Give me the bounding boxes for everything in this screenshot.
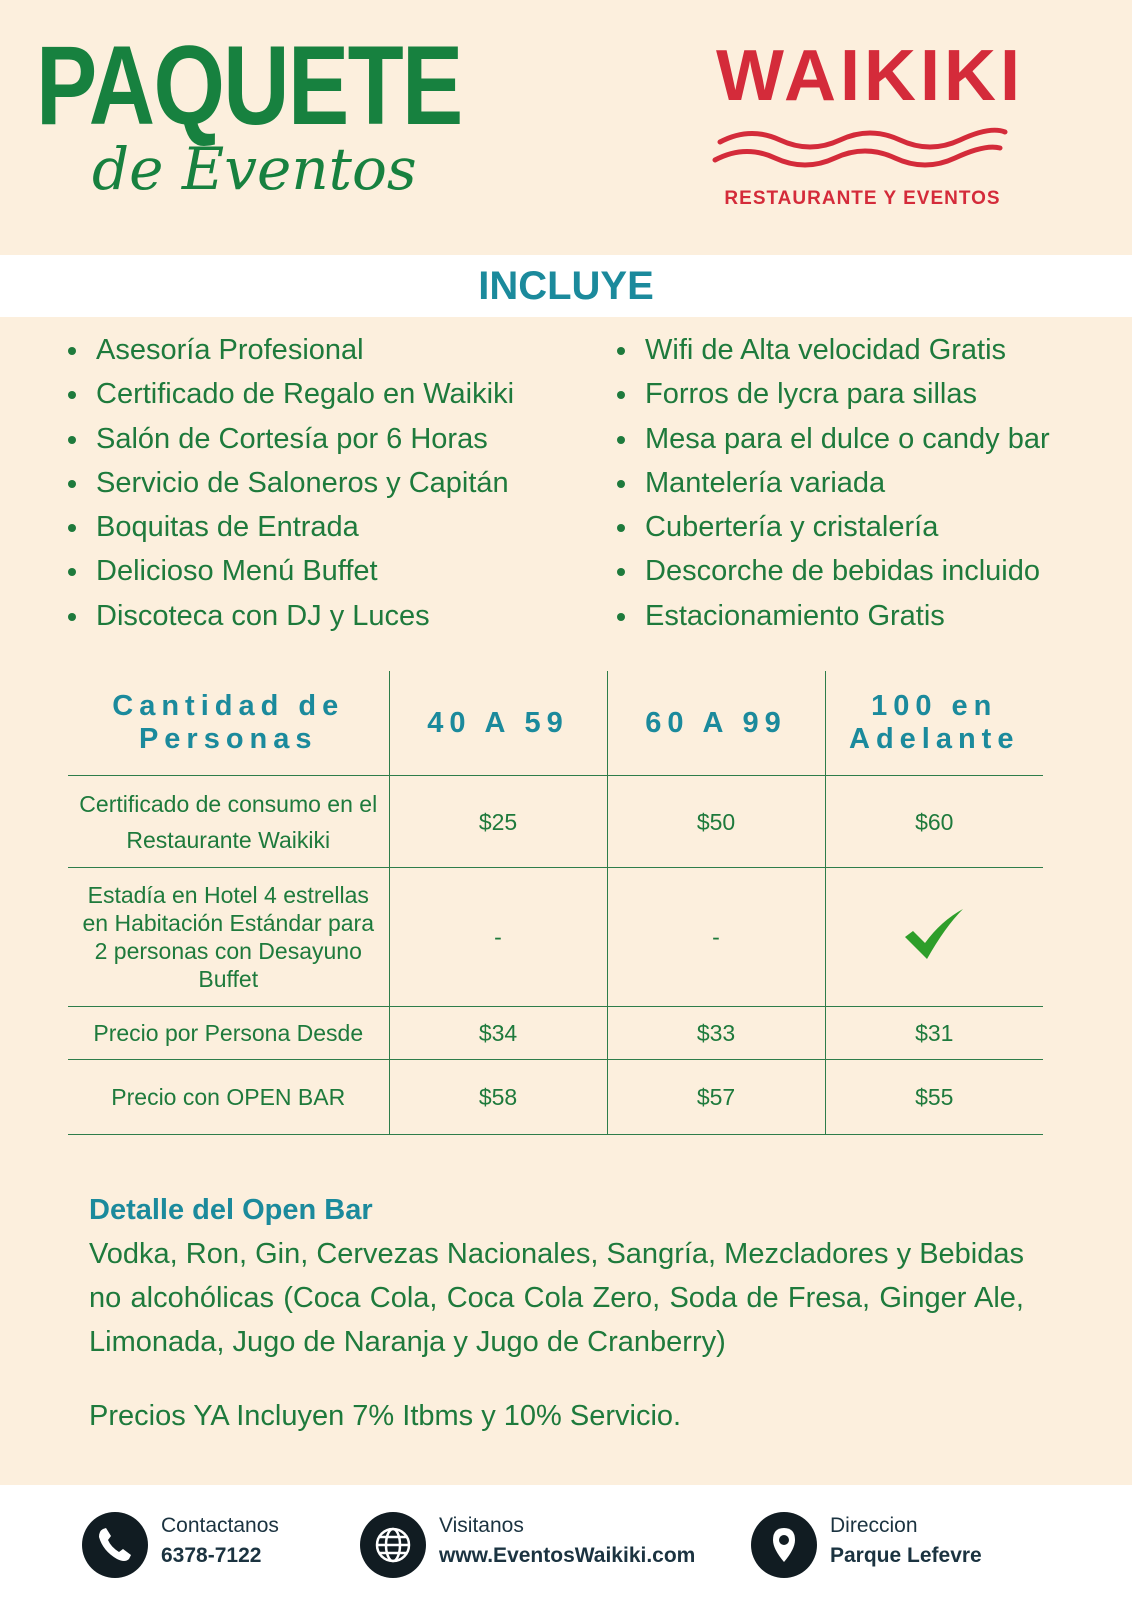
list-item: Asesoría Profesional (66, 328, 514, 372)
list-item: Mantelería variada (615, 461, 1050, 505)
address-value: Parque Lefevre (830, 1544, 982, 1567)
table-row (68, 868, 1043, 1007)
table-cell: $25 (389, 776, 607, 868)
includes-list-right (615, 328, 1050, 638)
list-item: Mesa para el dulce o candy bar (615, 417, 1050, 461)
list-item: Forros de lycra para sillas (615, 372, 1050, 416)
header-range-60-99: 60 A 99 (607, 671, 825, 776)
address-label: Direccion (830, 1514, 918, 1537)
logo-name: WAIKIKI (716, 36, 1024, 116)
row-label: Certificado de consumo en el Restaurante Waikiki (68, 776, 389, 868)
website-link[interactable]: www.EventosWaikiki.com (439, 1544, 696, 1567)
table-cell: $33 (607, 1007, 825, 1060)
table-cell: $58 (389, 1060, 607, 1135)
title-subtitle: de Eventos (92, 135, 417, 203)
list-item: Discoteca con DJ y Luces (66, 594, 514, 638)
list-item: Wifi de Alta velocidad Gratis (615, 328, 1050, 372)
header-people-count: Cantidad de Personas (68, 671, 389, 776)
table-header-row (68, 671, 1043, 776)
table-cell: - (389, 868, 607, 1007)
table-row (68, 1060, 1043, 1135)
website-label: Visitanos (439, 1514, 524, 1537)
row-label: Precio con OPEN BAR (68, 1060, 389, 1135)
includes-list-left (66, 328, 514, 638)
waikiki-logo (700, 36, 1040, 220)
table-cell: $57 (607, 1060, 825, 1135)
list-item: Salón de Cortesía por 6 Horas (66, 417, 514, 461)
row-label: Precio por Persona Desde (68, 1007, 389, 1060)
includes-band (0, 255, 1132, 317)
table-cell: $60 (825, 776, 1043, 868)
header-range-100-plus: 100 en Adelante (825, 671, 1043, 776)
checkmark-icon (901, 907, 967, 961)
row-label: Estadía en Hotel 4 estrellas en Habitación Estándar para 2 personas con Desayuno Buffet (68, 868, 389, 1007)
includes-heading: INCLUYE (478, 264, 654, 308)
list-item: Boquitas de Entrada (66, 505, 514, 549)
table-row (68, 1007, 1043, 1060)
table-cell: $34 (389, 1007, 607, 1060)
open-bar-detail (89, 1190, 1024, 1364)
header-range-40-59: 40 A 59 (389, 671, 607, 776)
phone-number[interactable]: 6378-7122 (161, 1544, 262, 1567)
table-row (68, 776, 1043, 868)
list-item: Servicio de Saloneros y Capitán (66, 461, 514, 505)
waves-icon (710, 122, 1010, 172)
list-item: Estacionamiento Gratis (615, 594, 1050, 638)
tax-note: Precios YA Incluyen 7% Itbms y 10% Servicio. (89, 1400, 682, 1432)
list-item: Certificado de Regalo en Waikiki (66, 372, 514, 416)
location-pin-icon (764, 1525, 804, 1565)
list-item: Delicioso Menú Buffet (66, 549, 514, 593)
pricing-table (68, 671, 1043, 1135)
header (0, 0, 1132, 255)
phone-label: Contactanos (161, 1514, 279, 1537)
phone-icon (95, 1525, 135, 1565)
logo-tagline: RESTAURANTE Y EVENTOS (724, 188, 1001, 209)
footer (0, 1485, 1132, 1600)
list-item: Descorche de bebidas incluido (615, 549, 1050, 593)
table-cell: $55 (825, 1060, 1043, 1135)
open-bar-title: Detalle del Open Bar (89, 1194, 373, 1226)
table-cell: $50 (607, 776, 825, 868)
open-bar-text: Vodka, Ron, Gin, Cervezas Nacionales, Sangría, Mezcladores y Bebidas no alcohólicas (Coca Cola, Coca Cola Zero, Soda de Fresa, Ginger Ale, Limonada, Jugo de Naranja y Jugo de Cranberry) (89, 1238, 1024, 1358)
table-cell: $31 (825, 1007, 1043, 1060)
globe-icon (373, 1525, 413, 1565)
list-item: Cubertería y cristalería (615, 505, 1050, 549)
title-main: PAQUETE (36, 23, 462, 148)
table-cell: - (607, 868, 825, 1007)
table-cell (825, 868, 1043, 1007)
